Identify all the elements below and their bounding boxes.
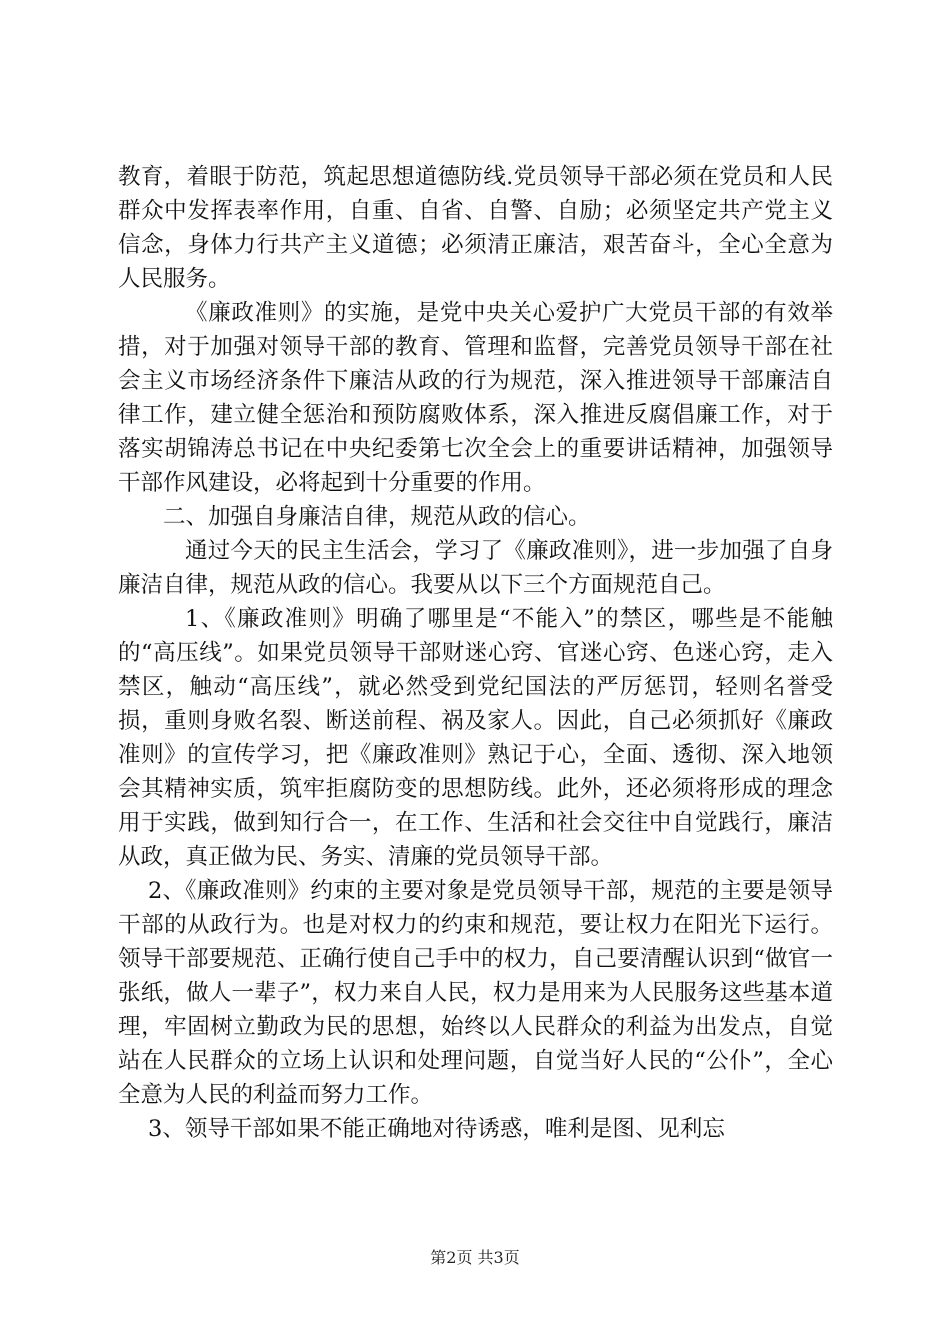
document-body: [118, 160, 833, 1146]
paragraph-continuation: 教育，着眼于防范，筑起思想道德防线.党员领导干部必须在党员和人民群众中发挥表率作用，自重、自省、自警、自励；必须坚定共产党主义信念，身体力行共产主义道德；必须清正廉洁，艰苦奋斗，全心全意为人民服务。: [118, 164, 833, 292]
paragraph-democratic-meeting: 通过今天的民主生活会，学习了《廉政准则》，进一步加强了自身廉洁自律，规范从政的信心。我要从以下三个方面规范自己。: [118, 538, 833, 598]
section-heading-two: 二、加强自身廉洁自律，规范从政的信心。: [163, 504, 591, 530]
paragraph-point-1: 1、《廉政准则》明确了哪里是“不能入”的禁区，哪些是不能触的“高压线”。如果党员领导干部财迷心窍、官迷心窍、色迷心窍，走入禁区，触动“高压线”，就必然受到党纪国法的严厉惩罚，轻则名誉受损，重则身败名裂、断送前程、祸及家人。因此，自己必须抓好《廉政准则》的宣传学习，把《廉政准则》熟记于心，全面、透彻、深入地领会其精神实质，筑牢拒腐防变的思想防线。此外，还必须将形成的理念用于实践，做到知行合一，在工作、生活和社会交往中自觉践行，廉洁从政，真正做为民、务实、清廉的党员领导干部。: [118, 606, 833, 870]
paragraph-point-2: 2、《廉政准则》约束的主要对象是党员领导干部，规范的主要是领导干部的从政行为。也是对权力的约束和规范，要让权力在阳光下运行。领导干部要规范、正确行使自己手中的权力，自己要清醒认识到“做官一张纸，做人一辈子”，权力来自人民，权力是用来为人民服务这些基本道理，牢固树立勤政为民的思想，始终以人民群众的利益为出发点，自觉站在人民群众的立场上认识和处理问题，自觉当好人民的“公仆”，全心全意为人民的利益而努力工作。: [118, 878, 833, 1108]
paragraph-implementation: 《廉政准则》的实施，是党中央关心爱护广大党员干部的有效举措，对于加强对领导干部的教育、管理和监督，完善党员领导干部在社会主义市场经济条件下廉洁从政的行为规范，深入推进领导干部廉洁自律工作，建立健全惩治和预防腐败体系，深入推进反腐倡廉工作，对于落实胡锦涛总书记在中央纪委第七次全会上的重要讲话精神，加强领导干部作风建设，必将起到十分重要的作用。: [118, 300, 833, 496]
page-footer: 第2页 共3页: [430, 1248, 520, 1267]
paragraph-point-3: 3、领导干部如果不能正确地对待诱惑，唯利是图、见利忘: [148, 1116, 725, 1142]
